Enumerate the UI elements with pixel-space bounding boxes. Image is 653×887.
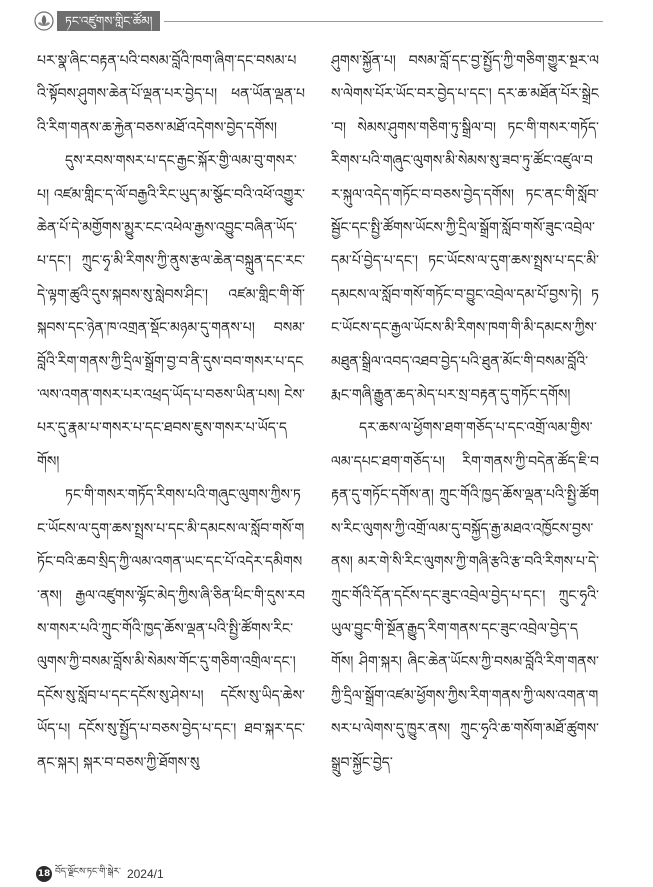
page-number: 18 — [36, 866, 52, 882]
paragraph: པར་སྣ་ཞིང་བརྟན་པའི་བསམ་བློའི་ཁག་ཞིག་དང་བསམ་པའི་སྟོབས་ཤུགས་ཆེན་པོ་ལྡན་པར་བྱེད་པ། ཕན་ཡོན་ལྡན་པའི་རིག་གནས་ཆ་རྐྱེན་བཅས་མཐོ་འདེགས་བྱེད་དགོས། — [37, 53, 305, 136]
header-divider — [164, 21, 603, 22]
page-footer — [36, 866, 164, 882]
paragraph: ཏང་གི་གསར་གཏོད་རིགས་པའི་གཞུང་ལུགས་ཀྱིས་ཏང་ཡོངས་ལ་དུག་ཆས་སྤྲས་པ་དང་མི་དམངས་ལ་སློབ་གསོ་གཏོང་བའི་ཆབ་སྲིད་ཀྱི་ལམ་འགན་ཡང་དང་པོ་འདེར་དམིགས་ནས། རྒྱལ་འཛུགས་ལྷོང་མེད་ཀྱིས་ཞི་ཅིན་ཕིང་གི་དུས་རབས་གསར་པའི་ཀྲུང་གོའི་ཁྱད་ཆོས་ལྡན་པའི་སྤྱི་ཚོགས་རིང་ལུགས་ཀྱི་བསམ་བློས་མི་སེམས་གོང་དུ་གཅིག་འགྲིལ་དང་། དངོས་སུ་སློབ་པ་དང་དངོས་སུ་ཤེས་པ། དངོས་སུ་ཡིད་ཆེས་ཡོད་པ། དངོས་སུ་སྤྱོད་པ་བཅས་བྱེད་པ་དང་། ཐབ་སྐར་དང་ནང་སྐར། སྐར་བ་བཅས་ཀྱི་ཐོགས་སུ — [37, 487, 305, 771]
issue-number: 2024/1 — [126, 867, 164, 881]
section-title: ཏང་འཛུགས་གླིང་ཚོམ། — [57, 11, 160, 31]
paragraph: ཤུགས་སྐྱོན་པ། བསམ་བློ་དང་བྱ་སྤྱོད་ཀྱི་གཅིག་གྱུར་སྔར་ལས་ལེགས་པོར་ཡོང་བར་བྱེད་པ་དང་། དར་ཆ་མཐོན་པོར་སྒྲེང་བ། སེམས་ཤུགས་གཅིག་ཏུ་སྒྲིལ་བ། ཏང་གི་གསར་གཏོད་རིགས་པའི་གཞུང་ལུགས་མི་སེམས་སུ་ཟབ་ཏུ་ཚོང་འཛུལ་བར་སྐུལ་འདེད་གཏོང་བ་བཅས་བྱེད་དགོས། ཏང་ནང་གི་སློབ་སྦྱོང་དང་སྤྱི་ཚོགས་ཡོངས་ཀྱི་དྲིལ་སྒྲོག་སློབ་གསོ་ཟུང་འབྲེལ་དམ་པོ་བྱེད་པ་དང་། ཏང་ཡོངས་ལ་དུག་ཆས་སྤྲས་པ་དང་མི་དམངས་ལ་སློབ་གསོ་གཏོང་བ་བྱུང་འབྲེལ་དམ་པོ་བྱས་ཏེ། ཏང་ཡོངས་དང་རྒྱལ་ཡོངས་མི་རིགས་ཁག་གི་མི་དམངས་ཀྱིས་མཐུན་སྒྲིལ་འབད་འཐབ་བྱེད་པའི་ཐུན་མོང་གི་བསམ་བློའི་རྨང་གཞི་རྒྱུན་ཆད་མེད་པར་སྲ་བརྟན་དུ་གཏོང་དགོས། — [331, 53, 599, 404]
right-column — [331, 45, 599, 855]
paragraph: དུས་རབས་གསར་པ་དང་རྒྱང་སྐོར་གྱི་ལམ་བུ་གསར་པ། འཛམ་གླིང་ད་ལོ་བརྒྱའི་རིང་ཡུད་མ་སྩོང་བའི་འཕོ་འགྱུར་ཆེན་པོ་དེ་མགྱོགས་མྱུར་ངང་འཕེལ་རྒྱས་འབྱུང་བཞིན་ཡོད་པ་དང་། ཀྲུང་ཧྭ་མི་རིགས་ཀྱི་ནུས་རྩལ་ཆེན་བསྐྲུན་དང་རང་དེ་ལྟག་ཚུའི་དུས་སྐབས་སུ་སླེབས་ཤིང་། འཛམ་གླིང་གི་གོ་སྐབས་དང་ཉེན་ཁ་འགྲན་སྡོང་མཉམ་དུ་གནས་པ། བསམ་བློའི་རིག་གནས་ཀྱི་དྲིལ་སྒྲོག་བྱ་བ་ནི་དུས་བབ་གསར་པ་དང་ལས་འགན་གསར་པར་འཕྲད་ཡོད་པ་བཅས་ཡིན་པས། ངེས་པར་དུ་རྣམ་པ་གསར་པ་དང་ཐབས་ཇུས་གསར་པ་ཡོད་དགོས། — [37, 153, 305, 470]
lotus-emblem-icon — [33, 10, 55, 32]
left-column — [37, 45, 305, 855]
page-header — [33, 10, 603, 32]
magazine-name: བོད་ལྗོངས་ཏང་གི་སྒེར་ — [55, 866, 121, 877]
paragraph: དར་ཆས་ལ་ཕྱོགས་ཐག་གཅོད་པ་དང་འགྲོ་ལམ་གྱིས་ལམ་དཔང་ཐག་གཅོད་པ། རིག་གནས་ཀྱི་བདེན་ཚོད་ཇི་བརྟན་དུ་གཏོང་དགོས་ན། ཀྲུང་གོའི་ཁྱད་ཆོས་ལྡན་པའི་སྤྱི་ཚོགས་རིང་ལུགས་ཀྱི་འགྲོ་ལམ་དུ་བསྐྱོད་རྒྱ་མཐའ་འཁྱོངས་བྱས་ནས། མར་གེ་སི་རིང་ལུགས་ཀྱི་གཞི་རྩའི་རྩ་བའི་རིགས་པ་དེ་ཀྲུང་གོའི་དོན་དངོས་དང་ཟུང་འབྲེལ་བྱེད་པ་དང་། ཀྲུང་ཧྭའི་ཡུལ་བྱུང་གི་སྔོན་རྒྱུད་རིག་གནས་དང་ཟུང་འབྲེལ་བྱེད་དགོས། ཤིག་སྐར། ཞིང་ཆེན་ཡོངས་ཀྱི་བསམ་བློའི་རིག་གནས་ཀྱི་དྲིལ་སྒྲོག་འཛམ་ཕྱོགས་ཀྱིས་རིག་གནས་ཀྱི་ལས་འགན་གསར་པ་ལེགས་དུ་ཁྱུར་ནས། ཀྲུང་ཧྭའི་ཆ་གསོག་མཐོ་ཚུགས་སྒྲུབ་སྐྱོང་བྱེད་ — [331, 420, 599, 771]
